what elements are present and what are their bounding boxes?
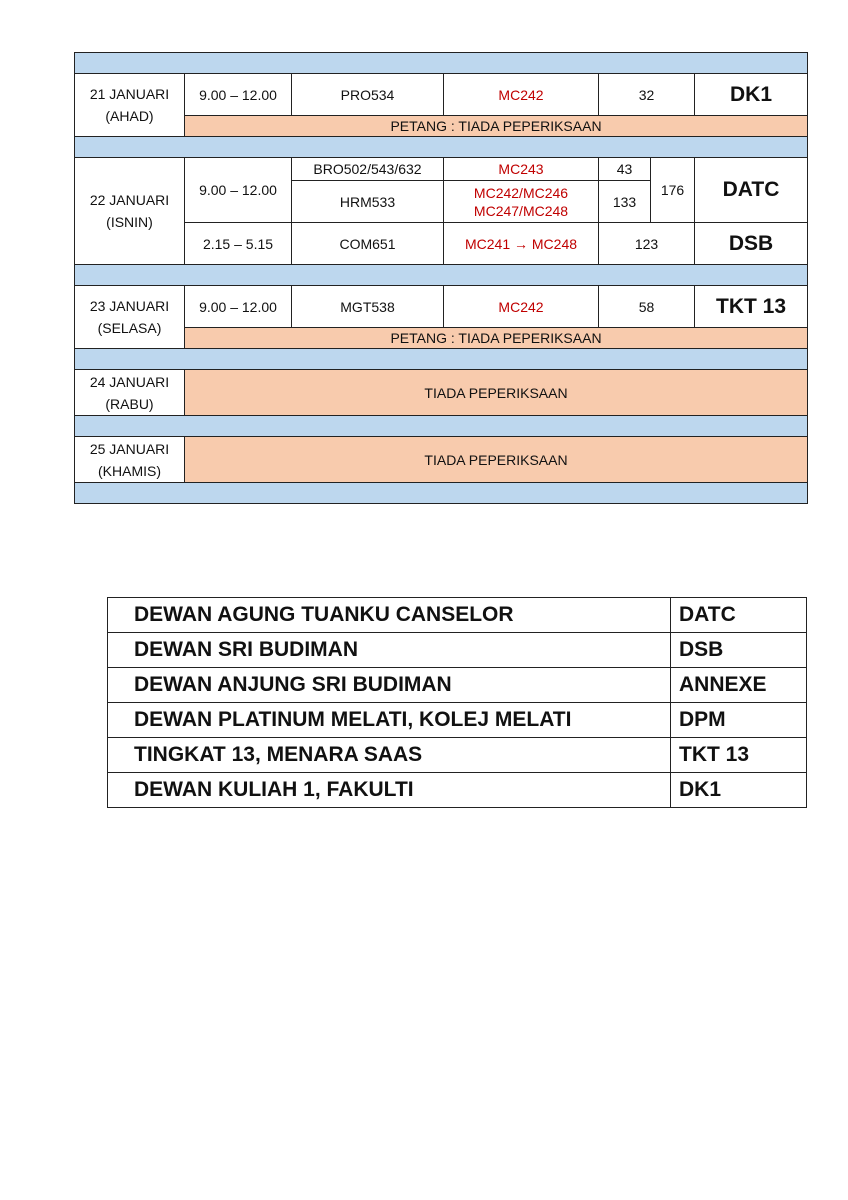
- day-row-21: [75, 74, 808, 116]
- count-cell: 133: [599, 181, 651, 223]
- venue-code: DATC: [671, 598, 807, 633]
- day-row-23: [75, 286, 808, 328]
- venue-name: DEWAN SRI BUDIMAN: [108, 633, 671, 668]
- afternoon-row: [75, 328, 808, 349]
- day-label: (AHAD): [105, 108, 154, 124]
- group-cell: MC242: [444, 286, 599, 328]
- day-row-25: [75, 437, 808, 483]
- legend-row: [108, 738, 807, 773]
- separator-row: [75, 53, 808, 74]
- venue-name: TINGKAT 13, MENARA SAAS: [108, 738, 671, 773]
- day-label: (RABU): [105, 395, 154, 412]
- legend-row: [108, 703, 807, 738]
- date-cell: [75, 286, 185, 349]
- venue-code: DSB: [671, 633, 807, 668]
- separator-row: [75, 416, 808, 437]
- venue-code: TKT 13: [671, 738, 807, 773]
- separator-row: [75, 483, 808, 504]
- group-cell: [444, 181, 599, 223]
- group-cell: MC243: [444, 158, 599, 181]
- day-row-22: [75, 158, 808, 181]
- total-count-cell: 176: [651, 158, 695, 223]
- legend-row: [108, 598, 807, 633]
- count-cell: 123: [599, 223, 695, 265]
- venue-code: DPM: [671, 703, 807, 738]
- venue-name: DEWAN AGUNG TUANKU CANSELOR: [108, 598, 671, 633]
- afternoon-row: [75, 223, 808, 265]
- group-line: MC247/MC248: [473, 202, 569, 219]
- date-label: 23 JANUARI: [89, 298, 170, 314]
- group-line: MC242/MC246: [473, 184, 569, 201]
- legend-row: [108, 633, 807, 668]
- group-cell: MC242: [444, 74, 599, 116]
- legend-row: [108, 668, 807, 703]
- venue-code: DK1: [671, 773, 807, 808]
- count-cell: 58: [599, 286, 695, 328]
- day-label: (ISNIN): [106, 214, 153, 230]
- time-cell: 9.00 – 12.00: [185, 158, 292, 223]
- venue-cell: TKT 13: [695, 286, 808, 328]
- date-label: 24 JANUARI: [89, 373, 170, 390]
- venue-name: DEWAN ANJUNG SRI BUDIMAN: [108, 668, 671, 703]
- count-cell: 43: [599, 158, 651, 181]
- no-exam-note: TIADA PEPERIKSAAN: [185, 437, 808, 483]
- course-cell: BRO502/543/632: [292, 158, 444, 181]
- venue-name: DEWAN KULIAH 1, FAKULTI: [108, 773, 671, 808]
- separator-row: [75, 349, 808, 370]
- course-cell: HRM533: [292, 181, 444, 223]
- no-exam-note: TIADA PEPERIKSAAN: [185, 370, 808, 416]
- date-cell: [75, 437, 185, 483]
- course-cell: MGT538: [292, 286, 444, 328]
- time-cell: 9.00 – 12.00: [185, 74, 292, 116]
- date-cell: [75, 158, 185, 265]
- separator-row: [75, 265, 808, 286]
- afternoon-row: [75, 116, 808, 137]
- course-cell: PRO534: [292, 74, 444, 116]
- day-label: (SELASA): [97, 320, 162, 336]
- day-row-24: [75, 370, 808, 416]
- time-cell: 2.15 – 5.15: [185, 223, 292, 265]
- venue-code: ANNEXE: [671, 668, 807, 703]
- date-cell: [75, 370, 185, 416]
- date-label: 25 JANUARI: [89, 440, 170, 457]
- day-label: (KHAMIS): [98, 462, 161, 479]
- legend-row: [108, 773, 807, 808]
- group-cell: MC241 → MC248: [444, 223, 599, 265]
- no-exam-note: PETANG : TIADA PEPERIKSAAN: [185, 328, 808, 349]
- venue-cell: DSB: [695, 223, 808, 265]
- separator-row: [75, 137, 808, 158]
- venue-cell: DK1: [695, 74, 808, 116]
- venue-legend-table: [107, 597, 807, 808]
- venue-cell: DATC: [695, 158, 808, 223]
- date-cell: [75, 74, 185, 137]
- count-cell: 32: [599, 74, 695, 116]
- time-cell: 9.00 – 12.00: [185, 286, 292, 328]
- date-label: 22 JANUARI: [89, 192, 170, 208]
- venue-name: DEWAN PLATINUM MELATI, KOLEJ MELATI: [108, 703, 671, 738]
- exam-schedule-table: [74, 52, 808, 504]
- course-cell: COM651: [292, 223, 444, 265]
- no-exam-note: PETANG : TIADA PEPERIKSAAN: [185, 116, 808, 137]
- date-label: 21 JANUARI: [89, 86, 170, 102]
